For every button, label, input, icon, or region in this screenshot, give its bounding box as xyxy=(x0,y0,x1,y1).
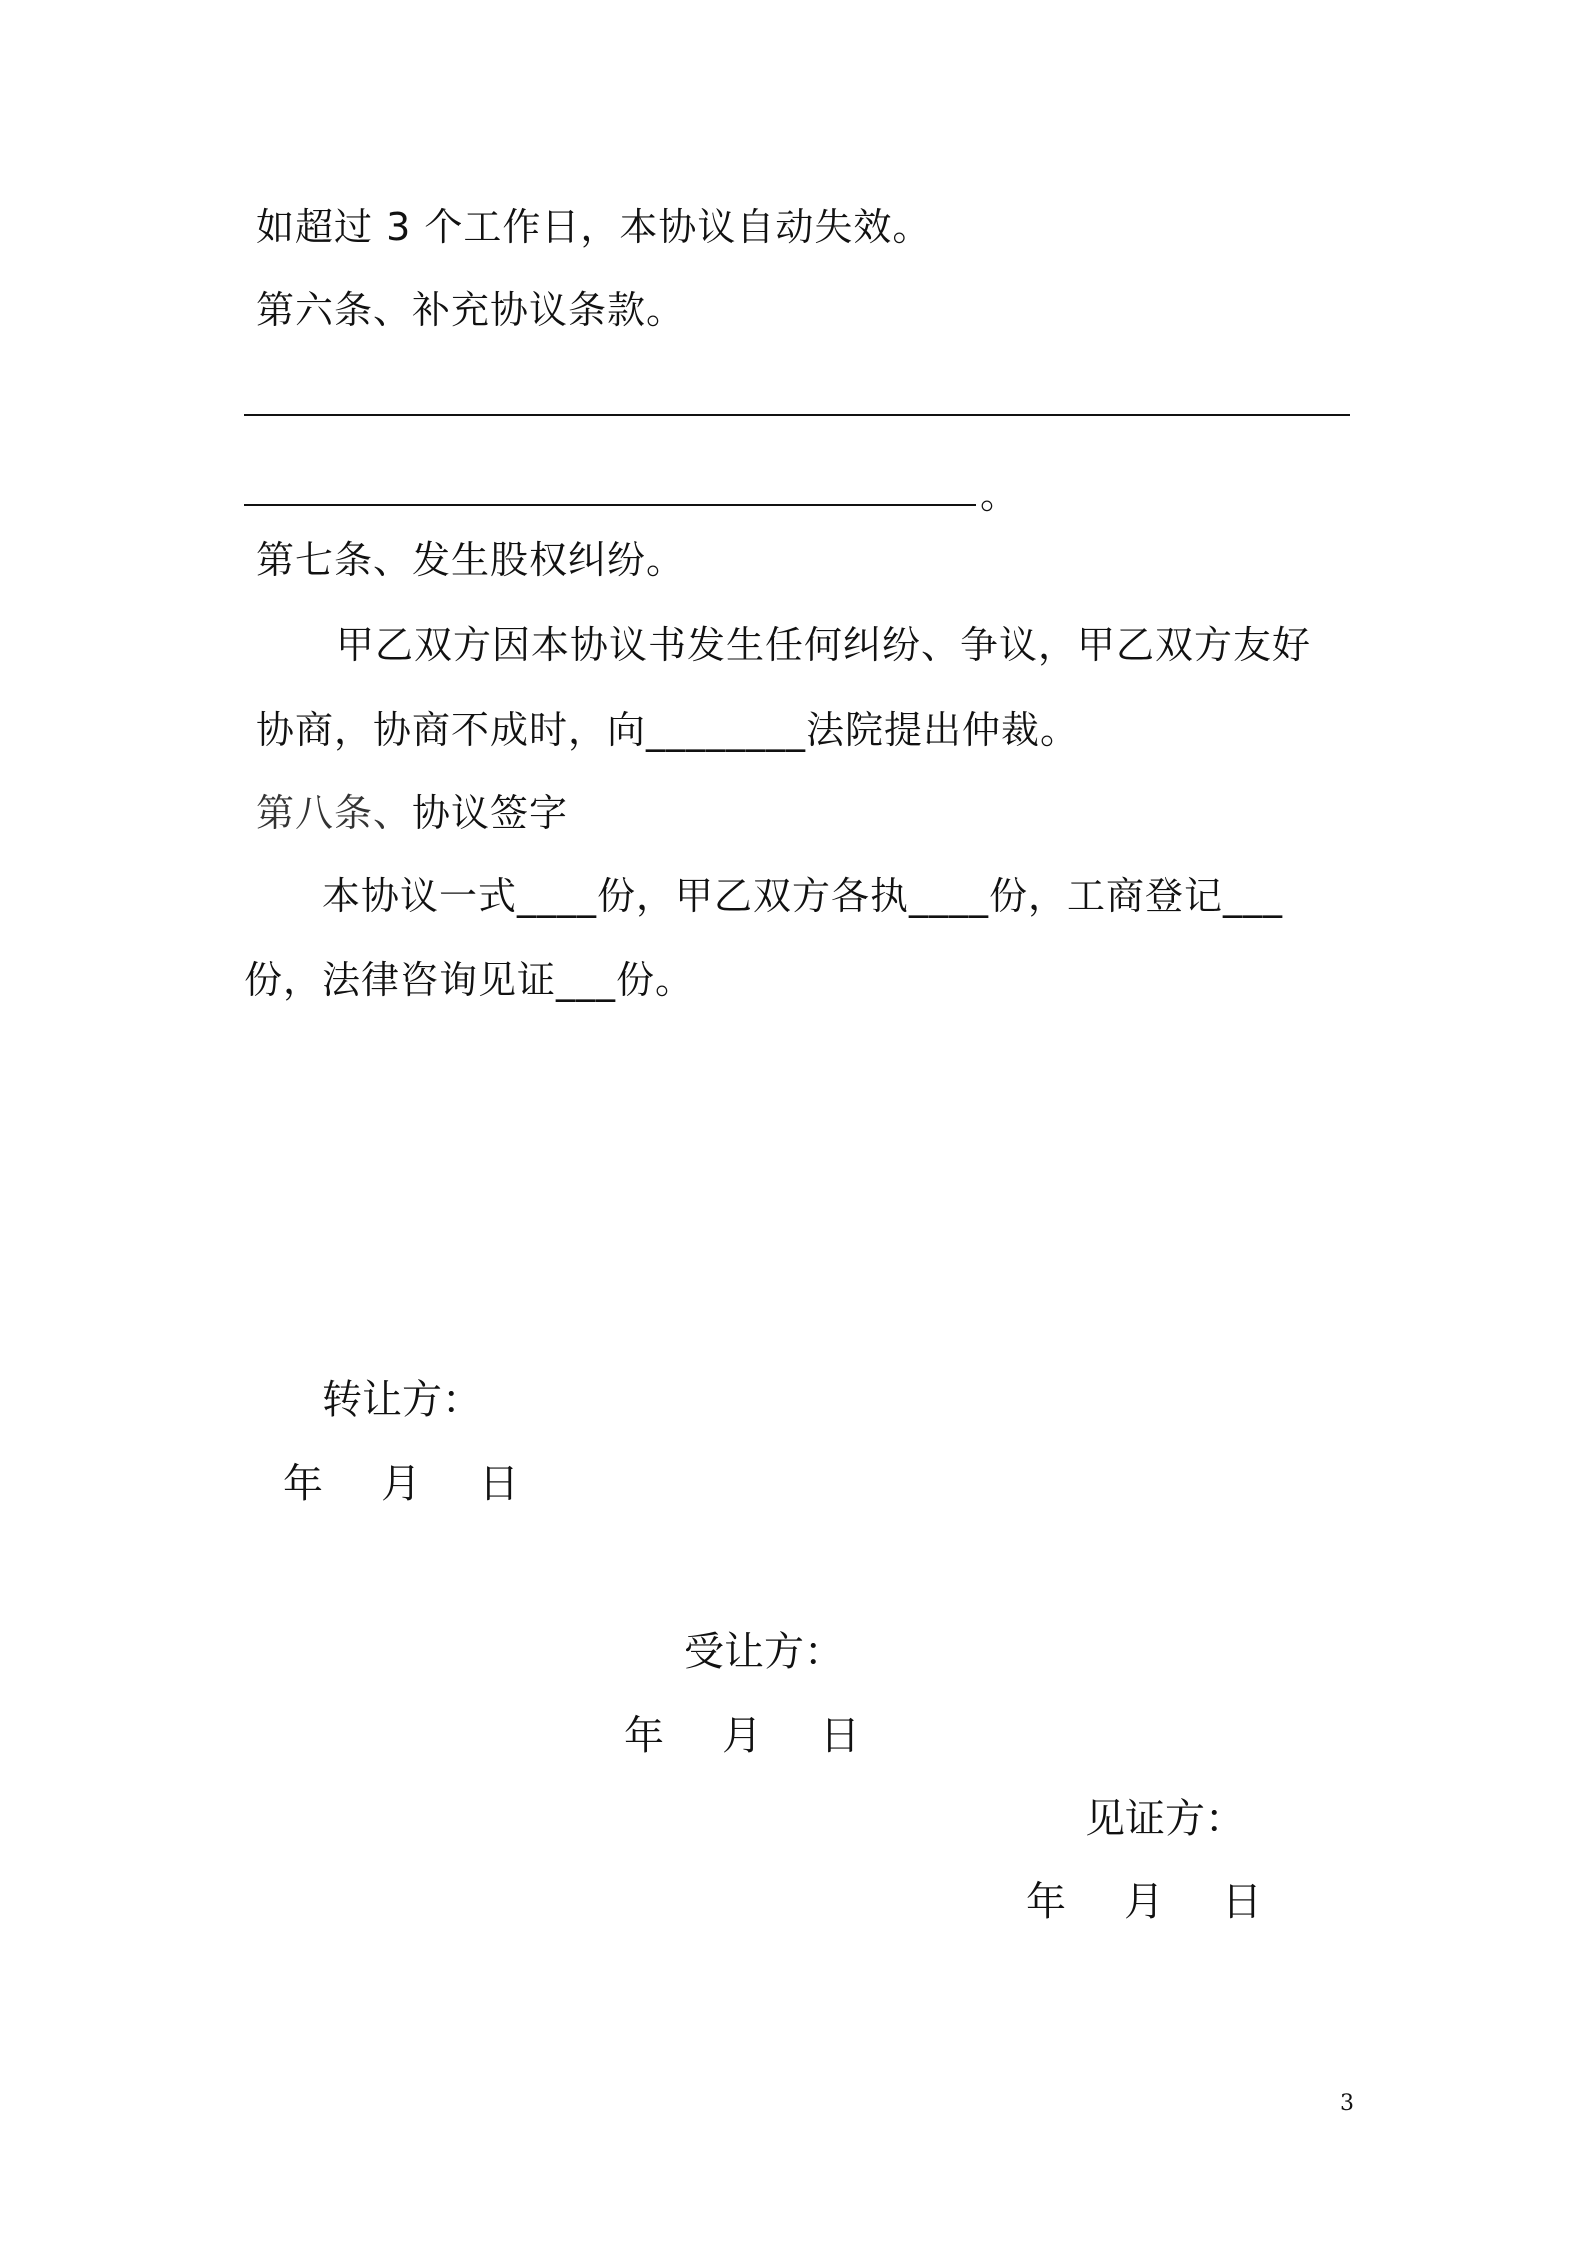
blank-line-end-mark: 。 xyxy=(980,473,1019,517)
copies-paragraph-line-2: 份，法律咨询见证___份。 xyxy=(244,958,695,1002)
transferee-month: 月 xyxy=(722,1713,762,1759)
witness-month: 月 xyxy=(1124,1879,1164,1925)
paragraph-expiry: 如超过 3 个工作日，本协议自动失效。 xyxy=(256,205,932,249)
blank-line-2 xyxy=(244,504,976,506)
transferee-day: 日 xyxy=(820,1713,860,1759)
article-seven-heading: 第七条、发生股权纠纷。 xyxy=(256,538,686,582)
transferee-date xyxy=(624,1710,860,1762)
article-six-heading: 第六条、补充协议条款。 xyxy=(256,288,686,332)
copies-paragraph-line-1: 本协议一式____份，甲乙双方各执____份，工商登记___ xyxy=(322,874,1284,918)
article-eight-heading xyxy=(256,788,568,838)
witness-date xyxy=(1026,1876,1262,1928)
transferor-day: 日 xyxy=(479,1461,519,1507)
witness-label: 见证方： xyxy=(1085,1796,1245,1842)
transferor-date xyxy=(283,1458,519,1510)
transferor-year: 年 xyxy=(283,1461,323,1507)
article-eight-title: 协议签字 xyxy=(412,791,569,835)
dispute-paragraph-line-2: 协商，协商不成时，向________法院提出仲裁。 xyxy=(256,708,1080,752)
transferee-label: 受让方： xyxy=(684,1629,844,1675)
transferee-year: 年 xyxy=(624,1713,664,1759)
page-number: 3 xyxy=(1340,2091,1354,2116)
witness-day: 日 xyxy=(1222,1879,1262,1925)
transferor-label: 转让方： xyxy=(322,1377,482,1423)
dispute-paragraph-line-1: 甲乙双方因本协议书发生任何纠纷、争议，甲乙双方友好 xyxy=(336,623,1312,667)
article-eight-number: 第八条、 xyxy=(256,791,413,835)
transferor-month: 月 xyxy=(381,1461,421,1507)
witness-year: 年 xyxy=(1026,1879,1066,1925)
blank-line-1 xyxy=(244,414,1350,416)
